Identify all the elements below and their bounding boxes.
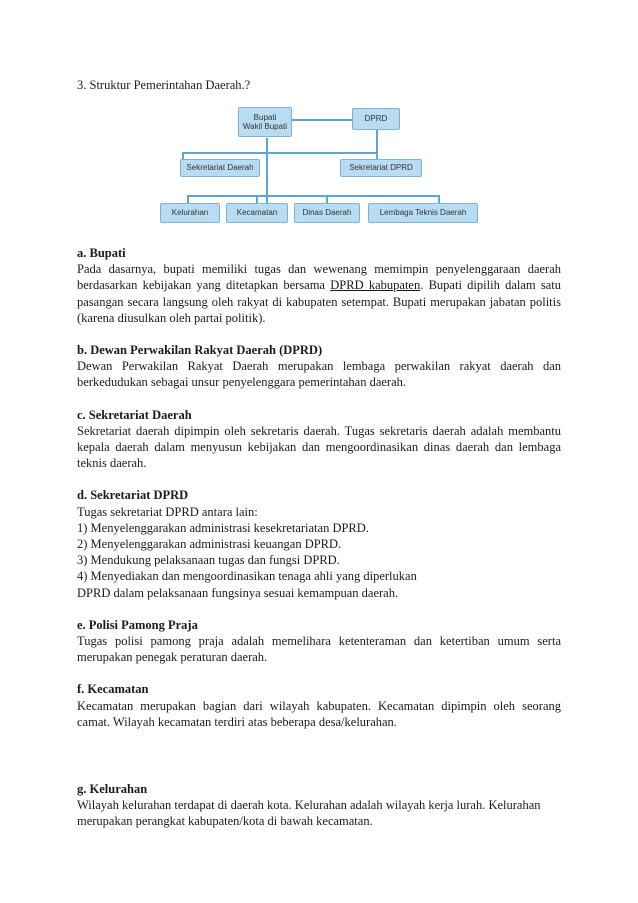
sekretariat-dprd-label: Sekretariat DPRD bbox=[349, 163, 413, 173]
dprd-label: DPRD bbox=[364, 114, 388, 124]
section-intro: Tugas sekretariat DPRD antara lain: bbox=[77, 504, 258, 519]
dprd-kabupaten-link[interactable]: DPRD kabupaten bbox=[330, 278, 421, 293]
section-title: g. Kelurahan bbox=[77, 782, 148, 797]
section-sekretariat-dprd bbox=[77, 487, 561, 600]
list-item: DPRD dalam pelaksanaan fungsinya sesuai kemampuan daerah. bbox=[77, 585, 399, 600]
list-item: 4) Menyediakan dan mengoordinasikan tenaga ahli yang diperlukan bbox=[77, 569, 417, 584]
bupati-box bbox=[238, 107, 292, 137]
bupati-label: Bupati bbox=[253, 112, 277, 122]
section-text: Dewan Perwakilan Rakyat Daerah merupakan lembaga perwakilan rakyat daerah dan berkedudukan sebagai unsur penyelenggara pemerintahan daerah. bbox=[77, 359, 561, 390]
dinas-daerah-box bbox=[294, 203, 360, 223]
connector-sekda-branch bbox=[182, 152, 376, 154]
section-title: c. Sekretariat Daerah bbox=[77, 407, 192, 422]
lembaga-teknis-label: Lembaga Teknis Daerah bbox=[379, 208, 467, 218]
sekretariat-daerah-label: Sekretariat Daerah bbox=[186, 163, 254, 173]
kelurahan-label: Kelurahan bbox=[171, 208, 209, 218]
wakil-bupati-label: Wakil Bupati bbox=[242, 122, 288, 131]
section-title: b. Dewan Perwakilan Rakyat Daerah (DPRD) bbox=[77, 343, 323, 358]
section-sekretariat-daerah bbox=[77, 407, 561, 472]
connector-to-kelurahan bbox=[187, 195, 189, 203]
section-dprd bbox=[77, 342, 561, 391]
section-bupati bbox=[77, 245, 561, 326]
section-polisi-pamong-praja bbox=[77, 617, 561, 666]
section-text-line: merupakan perangkat kabupaten/kota di bawah kecamatan. bbox=[77, 814, 373, 829]
list-item: 1) Menyelenggarakan administrasi kesekretariatan DPRD. bbox=[77, 520, 369, 535]
section-text: Sekretariat daerah dipimpin oleh sekretaris daerah. Tugas sekretaris daerah adalah membantu kepala daerah dalam menyusun kebijakan dan mengoordinasikan dinas daerah dan lembaga teknis daerah. bbox=[77, 423, 561, 471]
section-text bbox=[77, 261, 561, 326]
section-title: d. Sekretariat DPRD bbox=[77, 488, 189, 503]
connector-bupati-dprd bbox=[288, 119, 352, 121]
connector-to-kecamatan bbox=[256, 195, 258, 203]
document-body bbox=[77, 245, 561, 846]
section-kelurahan bbox=[77, 781, 561, 830]
dprd-box bbox=[352, 108, 400, 130]
org-chart bbox=[150, 100, 490, 235]
section-kecamatan bbox=[77, 681, 561, 730]
spacer bbox=[77, 746, 561, 781]
kecamatan-box bbox=[226, 203, 288, 223]
section-text: Kecamatan merupakan bagian dari wilayah kabupaten. Kecamatan dipimpin oleh seorang camat. Wilayah kecamatan terdiri atas beberapa desa/kelurahan. bbox=[77, 698, 561, 729]
kelurahan-box bbox=[160, 203, 220, 223]
sekretariat-dprd-box bbox=[340, 159, 422, 177]
section-text-line: Wilayah kelurahan terdapat di daerah kota. Kelurahan adalah wilayah kerja lurah. Kelurahan bbox=[77, 798, 541, 813]
kecamatan-label: Kecamatan bbox=[236, 208, 278, 218]
section-title: f. Kecamatan bbox=[77, 682, 149, 697]
connector-to-sekda bbox=[182, 152, 184, 159]
connector-dprd-down bbox=[376, 130, 378, 159]
section-title: a. Bupati bbox=[77, 246, 126, 260]
dinas-daerah-label: Dinas Daerah bbox=[302, 208, 352, 218]
section-text: Tugas polisi pamong praja adalah memelihara ketenteraman dan ketertiban umum serta merupakan penegak peraturan daerah. bbox=[77, 634, 561, 665]
lembaga-teknis-box bbox=[368, 203, 478, 223]
text-part: Pada dasarnya, bupati memiliki tugas dan wewenang memimpin penyelenggaraan daerah berdasarkan kebijakan yang ditetapkan bersama bbox=[77, 262, 561, 293]
text-part: . Bupati dipilih dalam satu pasangan secara langsung oleh rakyat di kabupaten setempat. Bupati merupakan jabatan politis (karena diusulkan oleh partai politik). bbox=[77, 278, 562, 325]
question-heading: 3. Struktur Pemerintahan Daerah.? bbox=[77, 78, 251, 92]
list-item: 2) Menyelenggarakan administrasi keuangan DPRD. bbox=[77, 537, 342, 552]
connector-bupati-down bbox=[266, 138, 268, 208]
list-item: 3) Mendukung pelaksanaan tugas dan fungsi DPRD. bbox=[77, 553, 340, 568]
section-title: e. Polisi Pamong Praja bbox=[77, 617, 198, 632]
connector-to-dinas bbox=[326, 195, 328, 203]
connector-to-lembaga bbox=[438, 195, 440, 203]
connector-bottom-branch bbox=[187, 195, 438, 197]
sekretariat-daerah-box bbox=[180, 159, 260, 177]
